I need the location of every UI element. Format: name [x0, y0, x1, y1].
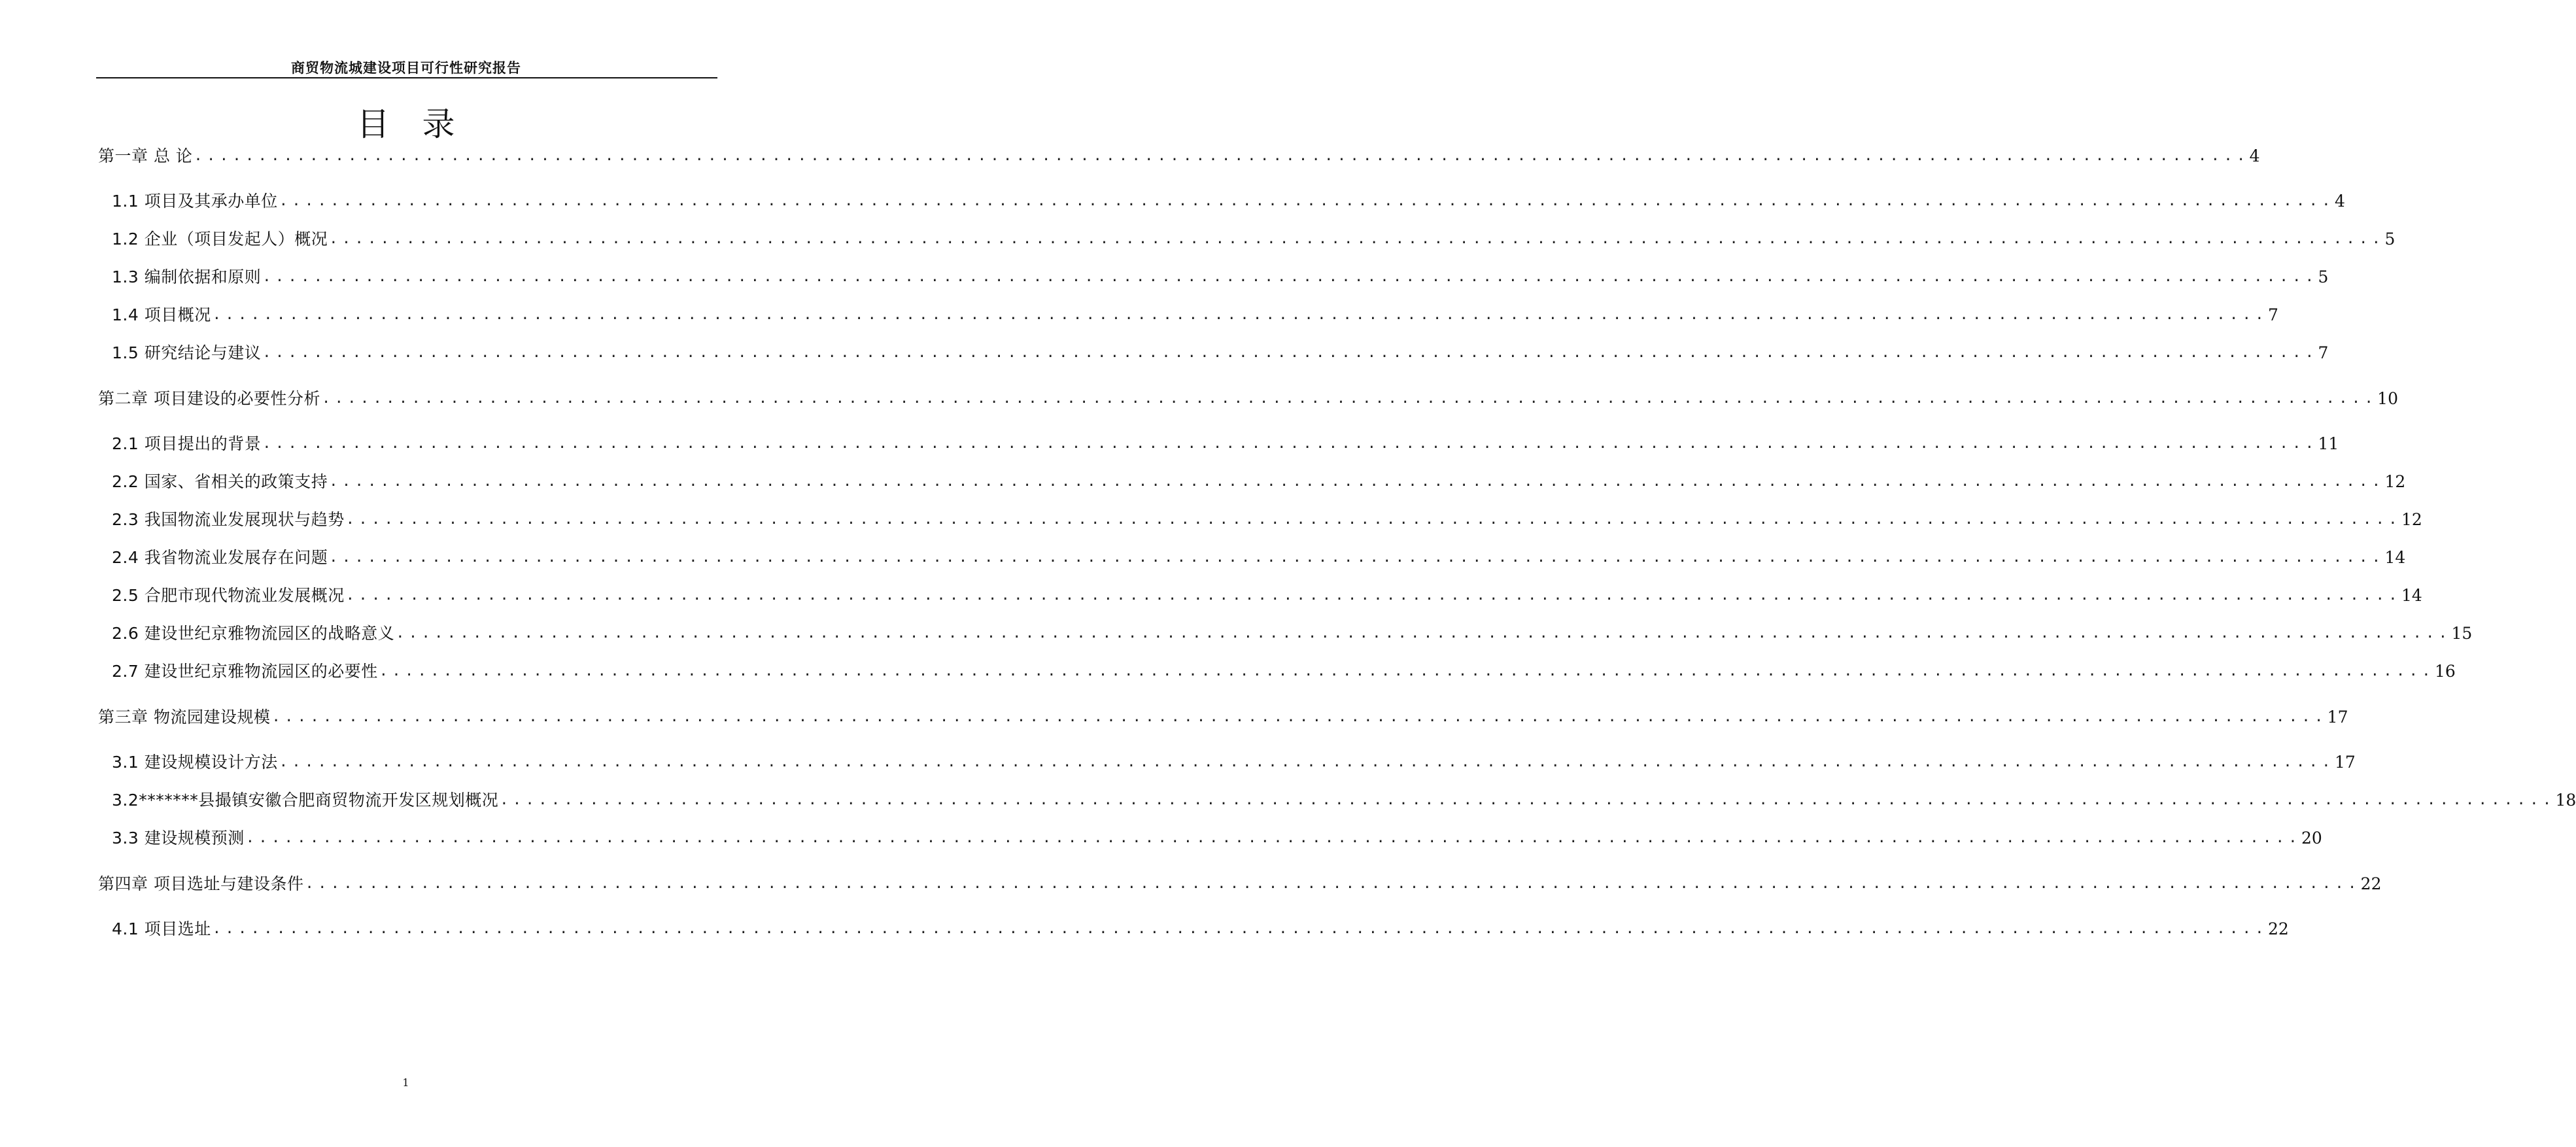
- toc-entry-page: 7: [2318, 343, 2329, 362]
- toc-entry-section-1-4[interactable]: [112, 300, 2278, 326]
- toc-entry-title: 1.5 研究结论与建议: [112, 343, 262, 362]
- toc-entry-section-4-1[interactable]: [112, 914, 2289, 940]
- toc-entry-title: 第一章 总 论: [98, 146, 193, 165]
- page-number: 1: [402, 1076, 409, 1089]
- toc-entry-section-2-2[interactable]: [112, 467, 2406, 493]
- toc-entry-title: 2.4 我省物流业发展存在问题: [112, 548, 328, 567]
- toc-entry-title: 3.3 建设规模预测: [112, 829, 245, 847]
- dot-leader: ................................................................................................................................................................: [245, 830, 2301, 846]
- dot-leader: ................................................................................................................................................................: [500, 792, 2556, 808]
- toc-entry-section-3-1[interactable]: [112, 747, 2356, 774]
- dot-leader: ................................................................................................................................................................: [345, 511, 2401, 528]
- toc-entry-title: 2.6 建设世纪京雅物流园区的战略意义: [112, 624, 395, 643]
- toc-entry-title: 2.3 我国物流业发展现状与趋势: [112, 510, 345, 529]
- toc-entry-page: 5: [2384, 230, 2396, 248]
- dot-leader: ................................................................................................................................................................: [279, 754, 2335, 770]
- toc-entry-page: 4: [2249, 146, 2260, 165]
- dot-leader: ................................................................................................................................................................: [262, 269, 2318, 285]
- toc-entry-section-1-1[interactable]: [112, 186, 2345, 213]
- toc-entry-section-2-7[interactable]: [112, 657, 2456, 683]
- toc-entry-title: 1.3 编制依据和原则: [112, 267, 262, 286]
- toc-entry-title: 1.2 企业（项目发起人）概况: [112, 230, 328, 248]
- dot-leader: ................................................................................................................................................................: [279, 193, 2335, 209]
- dot-leader: ................................................................................................................................................................: [345, 587, 2401, 604]
- toc-entry-page: 22: [2267, 919, 2289, 938]
- toc-entry-page: 4: [2334, 192, 2345, 211]
- toc-entry-title: 3.1 建设规模设计方法: [112, 753, 278, 772]
- toc-entry-title: 1.4 项目概况: [112, 305, 211, 324]
- toc-entry-section-2-6[interactable]: [112, 619, 2473, 645]
- toc-entry-page: 14: [2401, 586, 2422, 605]
- toc-entry-section-3-2[interactable]: [112, 785, 2576, 812]
- dot-leader: ................................................................................................................................................................: [305, 876, 2361, 892]
- toc-entry-page: 17: [2334, 753, 2356, 772]
- toc-entry-page: 22: [2360, 874, 2382, 893]
- toc-entry-title: 2.1 项目提出的背景: [112, 434, 262, 453]
- dot-leader: ................................................................................................................................................................: [212, 921, 2268, 937]
- toc-entry-page: 18: [2555, 791, 2576, 810]
- dot-leader: ................................................................................................................................................................: [262, 436, 2318, 452]
- toc-entry-page: 12: [2401, 510, 2422, 529]
- toc-entry-section-2-3[interactable]: [112, 505, 2422, 531]
- toc-entry-page: 16: [2434, 662, 2456, 681]
- toc-entry-title: 第三章 物流园建设规模: [98, 708, 271, 727]
- dot-leader: ................................................................................................................................................................: [396, 625, 2452, 642]
- toc-heading: 目录: [356, 105, 488, 143]
- toc-entry-title: 3.2*******县撮镇安徽合肥商贸物流开发区规划概况: [112, 791, 499, 810]
- toc-entry-page: 5: [2318, 267, 2329, 286]
- dot-leader: ................................................................................................................................................................: [329, 231, 2385, 247]
- dot-leader: ................................................................................................................................................................: [212, 307, 2268, 323]
- toc-entry-title: 1.1 项目及其承办单位: [112, 192, 278, 211]
- toc-entry-page: 20: [2301, 829, 2322, 847]
- toc-entry-title: 2.5 合肥市现代物流业发展概况: [112, 586, 345, 605]
- toc-entry-page: 15: [2451, 624, 2473, 643]
- dot-leader: ................................................................................................................................................................: [329, 549, 2385, 566]
- dot-leader: ................................................................................................................................................................: [271, 709, 2327, 725]
- toc-entry-chapter-3[interactable]: [98, 702, 2348, 728]
- toc-entry-page: 12: [2384, 472, 2406, 491]
- toc-entry-title: 2.7 建设世纪京雅物流园区的必要性: [112, 662, 378, 681]
- toc-entry-page: 14: [2384, 548, 2406, 567]
- toc-entry-page: 11: [2318, 434, 2339, 453]
- dot-leader: ................................................................................................................................................................: [194, 148, 2250, 164]
- dot-leader: ................................................................................................................................................................: [329, 473, 2385, 490]
- toc-entry-chapter-1[interactable]: [98, 141, 2260, 167]
- dot-leader: ................................................................................................................................................................: [321, 390, 2378, 407]
- toc-entry-chapter-2[interactable]: [98, 384, 2398, 410]
- toc-entry-section-1-2[interactable]: [112, 224, 2396, 250]
- toc-entry-title: 4.1 项目选址: [112, 919, 211, 938]
- toc-entry-title: 第二章 项目建设的必要性分析: [98, 389, 320, 408]
- running-header-title: 商贸物流城建设项目可行性研究报告: [291, 60, 521, 76]
- dot-leader: ................................................................................................................................................................: [262, 345, 2318, 361]
- toc-entry-page: 17: [2327, 708, 2348, 727]
- toc-entry-title: 第四章 项目选址与建设条件: [98, 874, 304, 893]
- toc-entry-chapter-4[interactable]: [98, 869, 2382, 895]
- toc-entry-title: 2.2 国家、省相关的政策支持: [112, 472, 328, 491]
- toc-entry-section-2-5[interactable]: [112, 581, 2422, 607]
- toc-entry-page: 10: [2377, 389, 2398, 408]
- toc-entry-section-2-4[interactable]: [112, 543, 2406, 569]
- toc-entry-page: 7: [2267, 305, 2278, 324]
- toc-entry-section-3-3[interactable]: [112, 823, 2322, 849]
- dot-leader: ................................................................................................................................................................: [379, 663, 2435, 679]
- toc-entry-section-1-3[interactable]: [112, 262, 2329, 288]
- toc-entry-section-1-5[interactable]: [112, 338, 2329, 364]
- toc-entry-section-2-1[interactable]: [112, 429, 2339, 455]
